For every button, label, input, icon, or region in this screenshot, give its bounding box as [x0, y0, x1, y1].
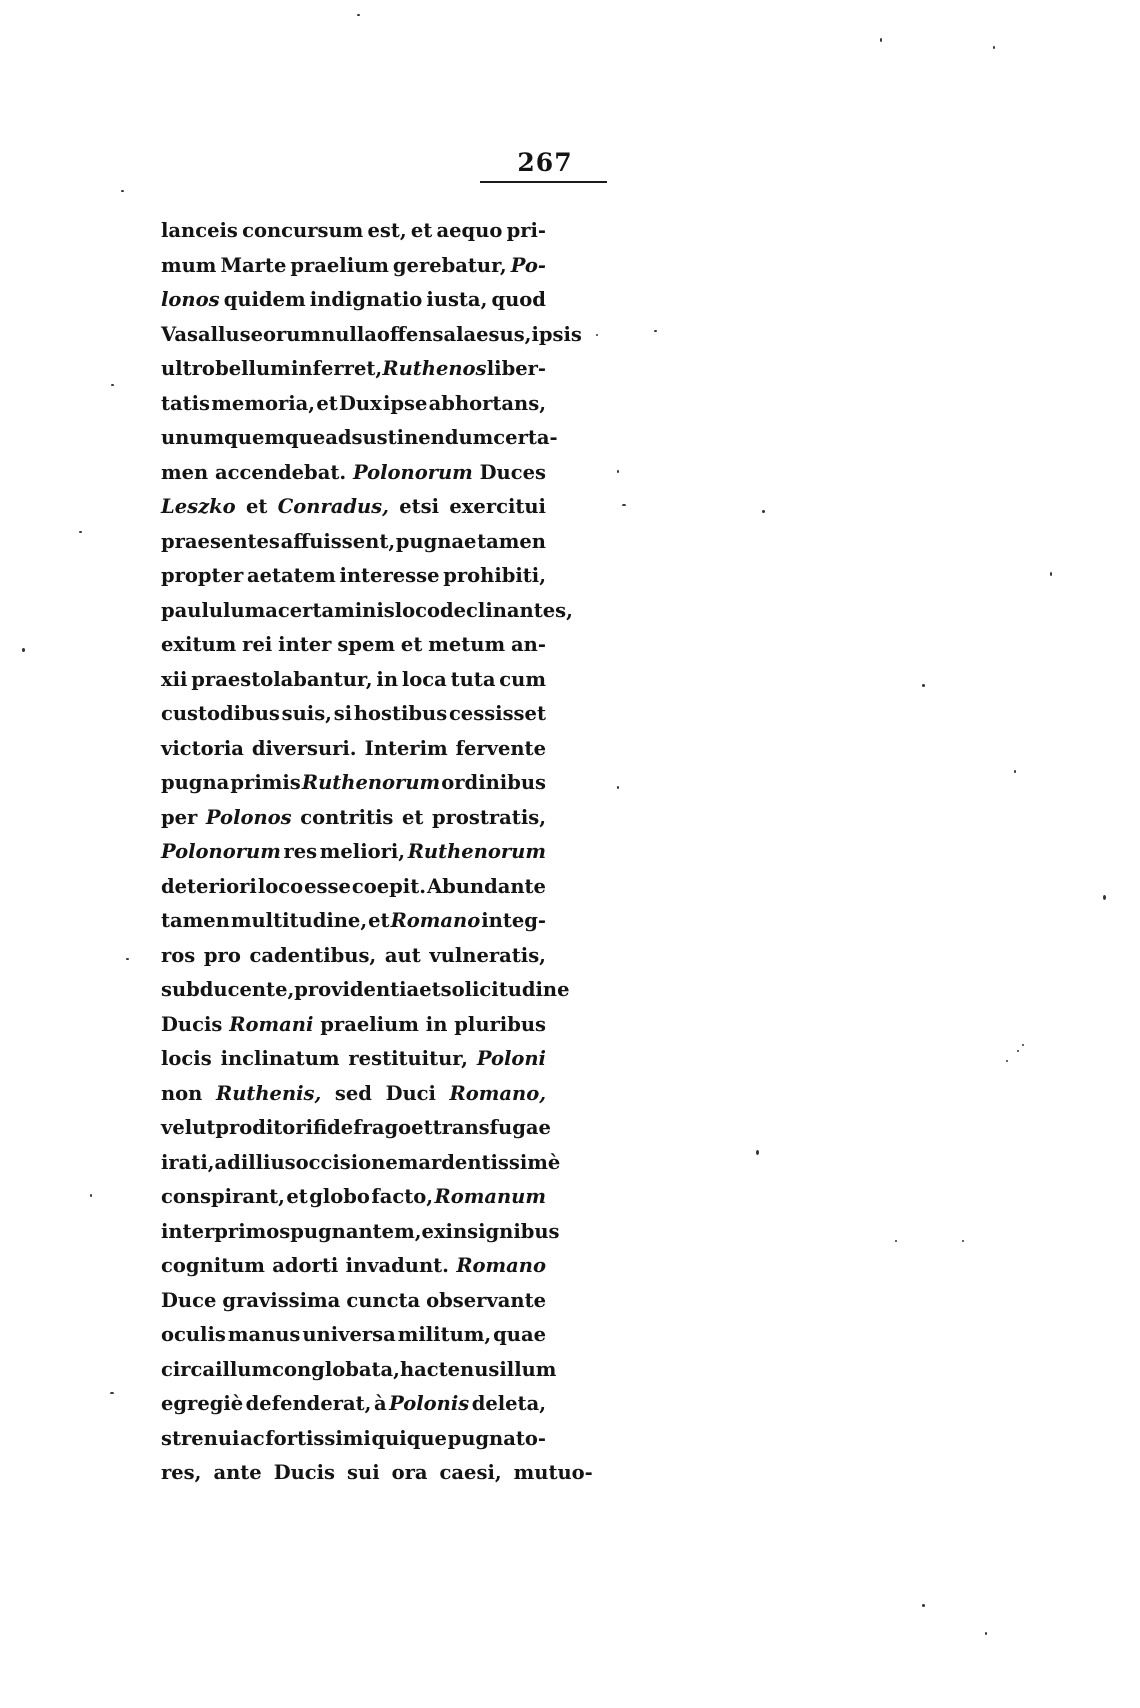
word: unumquemque [161, 426, 326, 449]
word: Ducis [273, 1461, 336, 1484]
italic-word: Romanum [434, 1185, 546, 1208]
word: subducente, [161, 978, 295, 1001]
page-number: 267 [517, 148, 573, 177]
word: in [425, 1012, 448, 1036]
word: bellum [215, 357, 291, 380]
word: universa [302, 1323, 396, 1346]
text-line [161, 283, 546, 318]
word: ipsis [531, 322, 582, 346]
scan-speck [1017, 1050, 1019, 1052]
word: Duces [479, 460, 546, 484]
word: occisionem [295, 1150, 419, 1174]
text-line [161, 973, 570, 1008]
word: aetatem [246, 564, 336, 587]
scan-speck [654, 330, 657, 332]
word: pugnantem, [290, 1219, 422, 1243]
text-line [161, 1180, 546, 1215]
word: illum [215, 1357, 273, 1381]
word: certa- [493, 426, 558, 449]
word: multitudine, [230, 909, 368, 932]
word: Dux [339, 391, 382, 415]
scan-speck [79, 531, 82, 533]
text-line [161, 1077, 546, 1112]
text-line [161, 421, 558, 456]
word: ardentissimè [418, 1150, 561, 1174]
word: tamen [477, 529, 546, 553]
word: primos [214, 1219, 291, 1243]
word: Duci [385, 1081, 436, 1105]
word: et [400, 633, 423, 656]
scan-speck [596, 334, 598, 336]
word: strenui [161, 1426, 240, 1450]
word: observante [426, 1288, 546, 1312]
word: inclinatum [220, 1047, 340, 1070]
word: caesi, [439, 1461, 502, 1484]
word: a [265, 598, 278, 622]
text-line [161, 1422, 546, 1457]
word: ac [240, 1426, 265, 1450]
word: ultro [161, 357, 215, 380]
text-line [161, 525, 546, 560]
word: mutuo- [513, 1461, 593, 1484]
italic-word: Polonis [389, 1392, 470, 1415]
word: praesentes [161, 529, 280, 553]
word: fortissimi [265, 1426, 371, 1450]
italic-word: Poloni [476, 1047, 546, 1070]
word: ad [214, 1150, 241, 1174]
word: concursum [242, 219, 364, 242]
word: diversuri. [251, 736, 357, 760]
word: sui [347, 1461, 380, 1484]
italic-word: Leszko [161, 495, 236, 518]
word: propter [161, 564, 244, 587]
scan-speck [922, 1604, 925, 1607]
italic-word: Romani [229, 1012, 314, 1036]
scan-speck [922, 684, 925, 687]
scan-speck [121, 190, 124, 192]
text-line [161, 766, 546, 801]
text-line [161, 1146, 561, 1181]
word: quidem [223, 288, 306, 311]
text-line [161, 663, 546, 698]
scan-speck [1050, 572, 1052, 576]
text-line [161, 214, 546, 249]
word: cum [499, 667, 546, 691]
word: res [283, 840, 318, 863]
word: deteriori [161, 874, 257, 898]
word: cadentibus, [249, 943, 377, 967]
scan-speck [617, 470, 619, 473]
scan-speck [1006, 1060, 1008, 1062]
text-line [161, 456, 546, 491]
word: locis [161, 1047, 212, 1070]
word: defenderat, [245, 1392, 372, 1415]
text-line [161, 1318, 546, 1353]
word: ordinibus [441, 771, 546, 794]
word: xii [161, 667, 188, 691]
word: coepit. [351, 874, 426, 898]
scan-speck [993, 46, 995, 49]
word: rei [242, 633, 273, 656]
word: loca [401, 667, 447, 691]
word: hostibus [353, 702, 448, 725]
word: certaminis [277, 598, 395, 622]
scan-speck [126, 958, 129, 960]
word: tatis [161, 391, 211, 415]
text-line [161, 835, 546, 870]
word: victoria [161, 736, 244, 760]
word: à [373, 1392, 387, 1415]
word: providentia [294, 978, 420, 1001]
word: lanceis [161, 219, 238, 242]
word: affuissent, [280, 529, 396, 553]
word: deleta, [471, 1392, 546, 1415]
word: illum [499, 1357, 557, 1381]
text-line [161, 1111, 551, 1146]
italic-word: Romano, [449, 1081, 546, 1105]
word: ora [391, 1461, 428, 1484]
word: Abundante [426, 874, 546, 898]
word: est, [367, 219, 407, 242]
header-rule [480, 181, 607, 183]
text-line [161, 387, 546, 422]
word: abhortans, [428, 391, 546, 415]
scan-speck [985, 1632, 987, 1635]
word: indignatio [309, 288, 423, 311]
word: ante [213, 1461, 262, 1484]
word: integ- [481, 909, 546, 932]
scan-speck [880, 38, 882, 42]
text-line [161, 870, 546, 905]
text-line [161, 594, 573, 629]
word: mum [161, 253, 217, 277]
word: sed [334, 1081, 372, 1105]
word: ad [325, 426, 352, 449]
scan-speck [22, 648, 25, 652]
word: iusta, [426, 288, 488, 311]
scan-speck [962, 1240, 964, 1242]
word: etsi [399, 495, 440, 518]
scan-speck [622, 504, 626, 506]
word: ros [161, 943, 196, 967]
text-line [161, 559, 546, 594]
word: eorum [250, 322, 322, 346]
italic-word: Ruthenis, [215, 1081, 322, 1105]
word: ipse [382, 391, 428, 415]
word: conspirant, [161, 1185, 285, 1208]
scan-speck [90, 1194, 92, 1197]
text-line [161, 1387, 546, 1422]
word: aut [384, 943, 421, 967]
word: fervente [455, 736, 546, 760]
word: contritis [300, 805, 394, 829]
word: insignibus [445, 1219, 560, 1243]
word: Vasallus [161, 322, 251, 346]
text-line [161, 1284, 546, 1319]
word: memoria, [211, 391, 316, 415]
word: cognitum [161, 1254, 265, 1277]
word: proditori [215, 1116, 313, 1139]
word: pugnae [395, 529, 477, 553]
text-line [161, 490, 546, 525]
scan-speck [1014, 770, 1016, 773]
italic-word: Romano [390, 909, 481, 932]
word: et [411, 1116, 433, 1139]
scan-speck [756, 1150, 759, 1155]
text-line [161, 801, 546, 836]
word: esse [304, 874, 351, 898]
scan-speck [617, 786, 619, 789]
word: primis [230, 771, 301, 794]
scan-speck [111, 384, 114, 386]
word: adorti [272, 1254, 339, 1277]
word: exercitui [449, 495, 546, 518]
word: et [419, 978, 441, 1001]
text-line [161, 1249, 546, 1284]
word: pri- [506, 219, 546, 242]
italic-word: Polonorum [161, 840, 281, 863]
word: aequo [436, 219, 503, 242]
word: inter [161, 1219, 215, 1243]
word: transfugae [432, 1116, 551, 1139]
scan-speck [895, 1240, 897, 1242]
word: pro [203, 943, 241, 967]
word: metum [428, 633, 506, 656]
word: men [161, 460, 209, 484]
word: et [286, 1185, 308, 1208]
word: tamen [161, 909, 230, 932]
word: custodibus [161, 702, 280, 725]
word: prostratis, [432, 805, 546, 829]
word: pugnato- [447, 1426, 546, 1450]
word: pluribus [454, 1012, 546, 1036]
word: irati, [161, 1150, 215, 1174]
text-line [161, 939, 546, 974]
word: Marte [220, 253, 287, 277]
text-line [161, 697, 546, 732]
word: manus [227, 1323, 301, 1346]
italic-word: Ruthenorum [301, 771, 441, 794]
word: exitum [161, 633, 237, 656]
scan-speck [1022, 1044, 1024, 1046]
word: praelium [290, 253, 389, 277]
word: inter [278, 633, 332, 656]
word: in [376, 667, 398, 691]
word: praestolabantur, [191, 667, 373, 691]
word: accendebat. [215, 460, 347, 484]
word: et [368, 909, 390, 932]
word: invadunt. [345, 1254, 449, 1277]
scan-speck [110, 1392, 114, 1394]
word: oculis [161, 1323, 226, 1346]
word: meliori, [319, 840, 406, 863]
italic-word: Ruthenorum [407, 840, 546, 863]
word: gerebatur, [392, 253, 507, 277]
word: Ducis [161, 1012, 223, 1036]
word: declinantes, [440, 598, 573, 622]
text-line [161, 1042, 546, 1077]
word: nulla [321, 322, 377, 346]
word: an- [511, 633, 546, 656]
word: Duce [161, 1288, 217, 1312]
italic-word: Po- [510, 253, 546, 277]
word: tuta [450, 667, 496, 691]
word: militum, [397, 1323, 492, 1346]
word: res, [161, 1461, 202, 1484]
word: fidefrago [313, 1116, 412, 1139]
scan-speck [357, 14, 360, 16]
word: velut [161, 1116, 216, 1139]
word: sustinendum [351, 426, 494, 449]
italic-word: Polonos [205, 805, 292, 829]
italic-word: lonos [161, 288, 220, 311]
word: spem [337, 633, 396, 656]
word: et [246, 495, 268, 518]
word: inferret, [291, 357, 383, 380]
word: illius [240, 1150, 296, 1174]
text-line [161, 1008, 546, 1043]
word: cessisset [448, 702, 546, 725]
text-line [161, 904, 546, 939]
italic-word: Romano [456, 1254, 546, 1277]
word: gravissima [222, 1288, 341, 1312]
text-line [161, 1215, 560, 1250]
body-text [161, 214, 593, 1491]
text-line [161, 249, 546, 284]
text-line [161, 318, 582, 353]
word: prohibiti, [443, 564, 546, 587]
word: quique [371, 1426, 447, 1450]
text-line [161, 628, 546, 663]
word: suis, [281, 702, 332, 725]
word: et [401, 805, 424, 829]
word: offensa [376, 322, 457, 346]
word: facto, [371, 1185, 434, 1208]
word: globo [309, 1185, 370, 1208]
word: si [333, 702, 353, 725]
word: per [161, 805, 198, 829]
word: interesse [339, 564, 440, 587]
word: liber- [486, 357, 546, 380]
word: cuncta [346, 1288, 421, 1312]
word: paululum [161, 598, 266, 622]
italic-word: Ruthenos [382, 357, 487, 380]
word: Interim [364, 736, 448, 760]
text-line [161, 352, 546, 387]
word: circa [161, 1357, 216, 1381]
word: egregiè [161, 1392, 244, 1415]
scan-speck [1103, 895, 1106, 900]
scan-speck [762, 510, 765, 513]
word: praelium [320, 1012, 419, 1036]
italic-word: Conradus, [277, 495, 389, 518]
text-line [161, 1353, 557, 1388]
word: non [161, 1081, 203, 1105]
word: conglobata, [272, 1357, 400, 1381]
word: restituitur, [348, 1047, 468, 1070]
word: quae [493, 1323, 546, 1346]
text-line [161, 1456, 593, 1491]
word: loco [257, 874, 304, 898]
italic-word: Polonorum [352, 460, 473, 484]
word: et [316, 391, 338, 415]
word: solicitudine [440, 978, 570, 1001]
word: loco [394, 598, 441, 622]
text-line [161, 732, 546, 767]
word: et [410, 219, 433, 242]
word: ex [421, 1219, 446, 1243]
word: pugna [161, 771, 230, 794]
word: laesus, [456, 322, 532, 346]
word: quod [491, 288, 546, 311]
word: vulneratis, [429, 943, 546, 967]
word: hactenus [399, 1357, 500, 1381]
